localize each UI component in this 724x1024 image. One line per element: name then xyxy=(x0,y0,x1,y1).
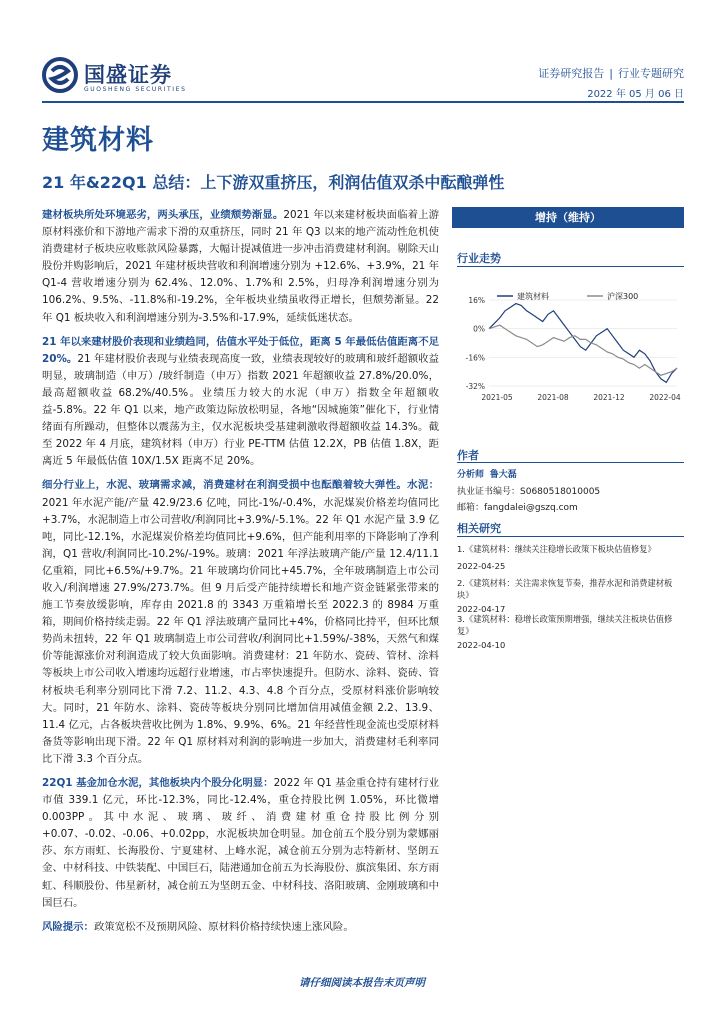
paragraph xyxy=(42,919,439,936)
company-logo xyxy=(42,57,192,97)
main-body xyxy=(42,207,439,943)
legend-label: 建筑材料 xyxy=(517,292,549,301)
y-tick-label: -32% xyxy=(465,382,485,391)
analyst-name: 鲁大磊 xyxy=(489,470,517,480)
legend-label: 沪深300 xyxy=(607,292,639,301)
paragraph-lead: 22Q1 基金加仓水泥，其他板块内个股分化明显： xyxy=(42,777,274,789)
x-tick-label: 2021-05 xyxy=(481,393,513,402)
related-date: 2022-04-17 xyxy=(457,604,506,614)
sector-title: 建筑材料 xyxy=(42,125,154,156)
analyst-license: 执业证书编号：S0680518010005 xyxy=(457,487,601,497)
report-type-label: 证券研究报告 xyxy=(538,67,605,80)
related-title: 3.《建筑材料：稳增长政策预期增强，继续关注板块估值修复》 xyxy=(457,614,673,636)
report-date: 2022 年 05 月 06 日 xyxy=(587,89,684,100)
related-divider xyxy=(457,536,684,537)
series-line xyxy=(489,304,677,383)
paragraph-lead: 建材板块所处环境恶劣，两头承压，业绩颓势渐显。 xyxy=(42,209,284,221)
paragraph xyxy=(42,334,439,471)
paragraph-body: 21 年建材股价表现与业绩表现高度一致，业绩表现较好的玻璃和玻纤超额收益明显，玻璃制造（申万）/玻纤制造（申万）指数 2021 年超额收益 27.8%/20.0%，最高超额收益 68.2%/40.5%。业绩压力较大的水泥（申万）指数全年超额收益-5.8%。22 年 Q1 以来，地产政策边际放松明显，各地“因城施策”催化下，行业情绪面有所躁动，但整体以震荡为主，仅水泥板块受基建刺激收得超额收益 14.3%。截至 2022 年 4 月底，建筑材料（申万）行业 PE-TTM 估值 12.2X，PB 估值 1.8X，距离近 5 年最低估值 10X/1.5X 距离不足 20%。 xyxy=(42,352,439,468)
related-date: 2022-04-25 xyxy=(457,561,506,571)
logo-text-cn: 国盛证券 xyxy=(84,63,172,87)
series-line xyxy=(489,325,677,375)
y-tick-label: 0% xyxy=(473,324,485,334)
paragraph-body: 2021 年以来建材板块面临着上游原材料涨价和下游地产需求下滑的双重挤压，同时 21 年 Q3 以来的地产流动性危机使消费建材子板块应收账款风险暴露，大幅计提减值进一步冲击消费建材利润。剔除天山股份并购影响后，2021 年建材板块营收和利润增速分别为 +12.6%、+3.9%，21 年 Q1-4 营收增速分别为 62.4%、12.0%、1.7%和 2.5%，归母净利润增速分别为 106.2%、9.5%、-11.8%和-19.2%，全年板块业绩虽收得正增长，但颓势渐显。22 年 Q1 板块收入和利润增速分别为-3.5%和-17.9%，延续低迷状态。 xyxy=(42,209,440,324)
paragraph-lead: 细分行业上，水泥、玻璃需求减，消费建材在利润受损中也酝酿着较大弹性。水泥： xyxy=(42,479,439,492)
x-tick-label: 2021-12 xyxy=(593,393,625,402)
related-item[interactable] xyxy=(457,613,679,651)
analyst-role: 分析师 xyxy=(457,470,485,480)
rating-badge: 增持（维持） xyxy=(452,207,684,228)
paragraph-lead: 风险提示： xyxy=(42,920,94,933)
related-title: 1.《建筑材料：继续关注稳增长政策下板块估值修复》 xyxy=(457,544,656,554)
paragraph-lead: 21 年以来建材股价表现和业绩趋同，估值水平处于低位，距离 5 年最低估值距离不足 20%。 xyxy=(42,335,439,365)
analyst-line xyxy=(457,467,517,480)
paragraph xyxy=(42,207,439,327)
report-sub-label: 行业专题研究 xyxy=(618,67,684,80)
trend-chart xyxy=(457,290,684,410)
related-item[interactable] xyxy=(457,543,679,572)
paragraph-body: 2021 年水泥产能/产量 42.9/23.6 亿吨，同比-1%/-0.4%，水泥煤炭价格差均值同比+3.7%，水泥制造上市公司营收/利润同比+3.9%/-5.1%。22 年 Q1 水泥产量 3.9 亿吨，同比-12.1%，水泥煤炭价格差均值同比+9.6%，但产能利用率的下降影响了净利润，Q1 营收/利润同比-10.2%/-19%。玻璃：2021 年浮法玻璃产能/产量 12.4/11.1 亿重箱，同比+6.5%/+9.7%。21 年玻璃均价同比+45.7%，全年玻璃制造上市公司收入/利润增速 27.9%/273.7%。但 9 月后受产能持续增长和地产资金链紧张带来的施工节奏放缓影响，库存由 2021.8 的 3343 万重箱增长至 2022.3 的 8984 万重箱，期间价格持续走弱。22 年 Q1 浮法玻璃产量同比+4%，价格同比持平，但环比颓势尚未扭转，22 年 Q1 玻璃制造上市公司营收/利润同比+1.59%/-38%，天然气和煤价等能源涨价对利润造成了较大负面影响。消费建材：21 年防水、瓷砖、管材、涂料等板块上市公司收入增速均远超行业增速，市占率快速提升。但防水、涂料、瓷砖、管材板块毛利率分别同比下滑 7.2、11.2、4.3、4.8 个百分点，受原材料涨价影响较大。同时，21 年防水、涂料、瓷砖等板块分别同比增加信用减值金额 2.2、13.9、11.4 亿元，占各板块营收比例为 1.8%、9.9%、6%。21 年经营性现金流也受原材料备货等影响出现下滑。22 年 Q1 原材料对利润的影响进一步加大，消费建材毛利率同比下滑 3.3 个百分点。 xyxy=(42,496,439,765)
trend-heading: 行业走势 xyxy=(457,252,501,265)
analyst-heading: 作者 xyxy=(457,449,479,462)
analyst-divider xyxy=(457,462,684,463)
related-date: 2022-04-10 xyxy=(457,640,506,650)
paragraph-body: 政策宽松不及预期风险、原材料价格持续快速上涨风险。 xyxy=(93,920,354,933)
paragraph xyxy=(42,775,439,912)
logo-icon xyxy=(42,57,78,93)
headline: 21 年&22Q1 总结：上下游双重挤压，利润估值双杀中酝酿弹性 xyxy=(42,173,505,192)
logo-text-en: GUOSHENG SECURITIES xyxy=(84,86,187,93)
report-type: 证券研究报告 | 行业专题研究 xyxy=(538,67,684,80)
y-tick-label: -16% xyxy=(465,353,485,363)
trend-divider xyxy=(457,266,684,267)
footer-disclaimer[interactable]: 请仔细阅读本报告末页声明 xyxy=(299,977,425,989)
header-divider xyxy=(42,101,684,103)
analyst-email: 邮箱：fangdalei@gszq.com xyxy=(457,503,578,513)
x-tick-label: 2022-04 xyxy=(649,393,681,402)
related-item[interactable] xyxy=(457,577,679,615)
y-tick-label: 16% xyxy=(468,296,485,305)
paragraph xyxy=(42,477,439,768)
x-tick-label: 2021-08 xyxy=(537,393,569,402)
paragraph-body: 2022 年 Q1 基金重仓持有建材行业市值 339.1 亿元，环比-12.3%，同比-12.4%，重仓持股比例 1.05%，环比微增 0.003PP。其中水泥、玻璃、玻纤、消费建材重仓持股比例分别+0.07、-0.02、-0.06、+0.02pp，水泥板块加仓明显。加仓前五个股分别为蒙娜丽莎、东方雨虹、长海股份、宁夏建材、上峰水泥，减仓前五分别为志特新材、坚朗五金、中材科技、中铁装配、中国巨石，陆港通加仓前五为长海股份、旗滨集团、东方雨虹、科顺股份、伟星新材，减仓前五为坚朗五金、中材科技、洛阳玻璃、金刚玻璃和中国巨石。 xyxy=(42,777,439,909)
related-heading: 相关研究 xyxy=(457,522,501,535)
related-title: 2.《建筑材料：关注需求恢复节奏，推荐水泥和消费建材板块》 xyxy=(457,578,673,600)
